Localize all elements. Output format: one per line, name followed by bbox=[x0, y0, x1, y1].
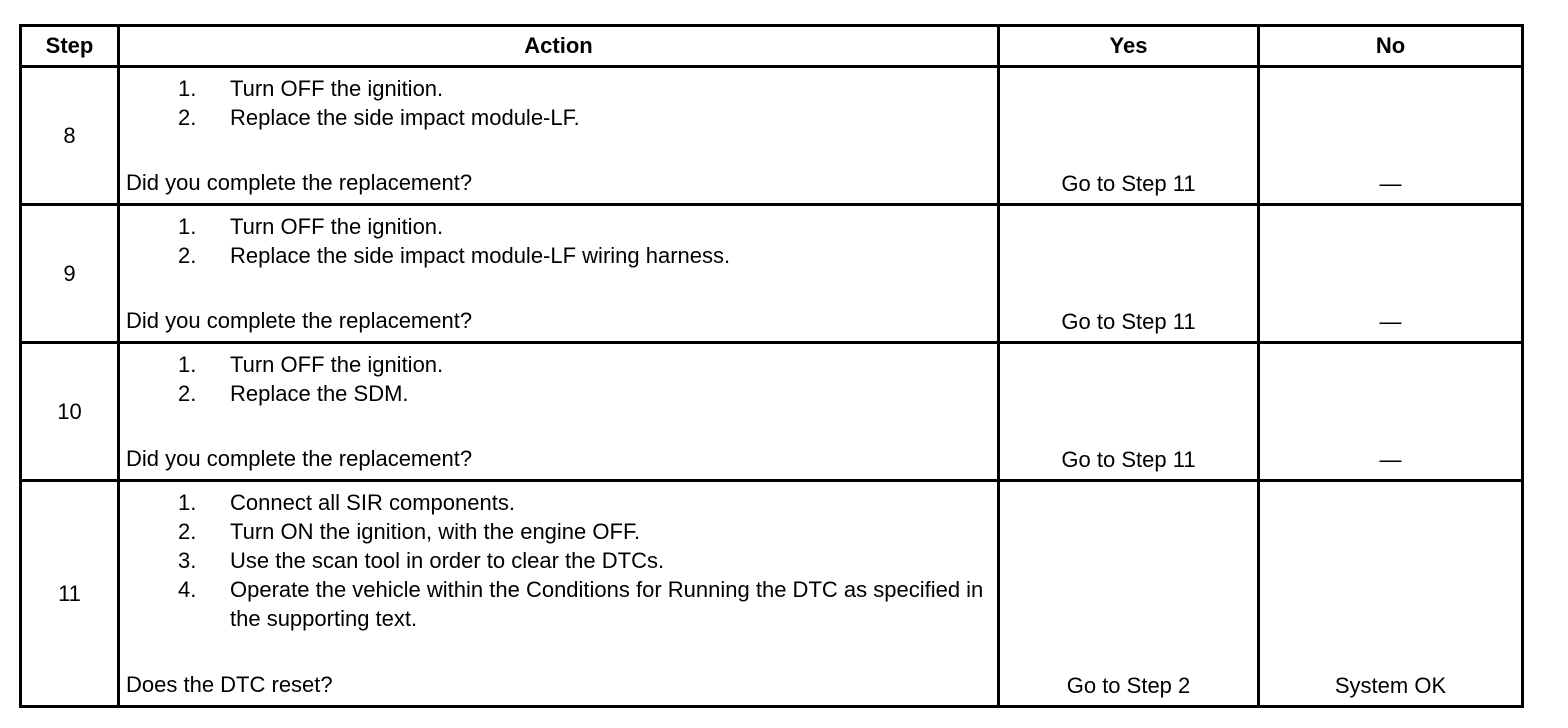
step-number: 11 bbox=[21, 481, 119, 707]
list-item bbox=[178, 350, 997, 379]
header-action: Action bbox=[119, 26, 999, 67]
action-list bbox=[126, 350, 997, 408]
no-result: — bbox=[1259, 67, 1523, 205]
list-item bbox=[178, 488, 997, 517]
item-number: 2. bbox=[178, 243, 197, 268]
header-no: No bbox=[1259, 26, 1523, 67]
item-text: Turn OFF the ignition. bbox=[230, 352, 444, 377]
step-question: Does the DTC reset? bbox=[126, 672, 333, 697]
item-number: 2. bbox=[178, 519, 197, 544]
action-cell bbox=[119, 343, 999, 481]
action-list bbox=[126, 212, 997, 270]
item-text: Replace the side impact module-LF. bbox=[230, 105, 580, 130]
item-text: Operate the vehicle within the Conditions for Running the DTC as specified in the supporting text. bbox=[230, 577, 984, 631]
yes-result: Go to Step 11 bbox=[999, 343, 1259, 481]
step-number: 10 bbox=[21, 343, 119, 481]
item-number: 1. bbox=[178, 214, 197, 239]
item-text: Turn OFF the ignition. bbox=[230, 214, 444, 239]
list-item bbox=[178, 241, 997, 270]
step-question: Did you complete the replacement? bbox=[126, 170, 473, 195]
table-row bbox=[21, 205, 1523, 343]
diagnostic-steps-table bbox=[19, 24, 1524, 708]
item-number: 1. bbox=[178, 76, 197, 101]
action-list bbox=[126, 74, 997, 132]
list-item bbox=[178, 546, 997, 575]
step-number: 9 bbox=[21, 205, 119, 343]
no-result: System OK bbox=[1259, 481, 1523, 707]
header-step: Step bbox=[21, 26, 119, 67]
list-item bbox=[178, 74, 997, 103]
item-number: 1. bbox=[178, 352, 197, 377]
list-item bbox=[178, 212, 997, 241]
item-number: 2. bbox=[178, 381, 197, 406]
yes-result: Go to Step 2 bbox=[999, 481, 1259, 707]
action-cell bbox=[119, 481, 999, 707]
no-result: — bbox=[1259, 205, 1523, 343]
table-row bbox=[21, 481, 1523, 707]
item-text: Turn ON the ignition, with the engine OFF. bbox=[230, 519, 641, 544]
list-item bbox=[178, 379, 997, 408]
step-question: Did you complete the replacement? bbox=[126, 446, 473, 471]
item-number: 2. bbox=[178, 105, 197, 130]
action-list bbox=[126, 488, 997, 633]
item-text: Turn OFF the ignition. bbox=[230, 76, 444, 101]
item-number: 4. bbox=[178, 577, 197, 602]
action-cell bbox=[119, 205, 999, 343]
table-row bbox=[21, 67, 1523, 205]
yes-result: Go to Step 11 bbox=[999, 205, 1259, 343]
table-header-row bbox=[21, 26, 1523, 67]
list-item bbox=[178, 103, 997, 132]
list-item bbox=[178, 517, 997, 546]
item-number: 3. bbox=[178, 548, 197, 573]
item-text: Replace the SDM. bbox=[230, 381, 409, 406]
item-text: Replace the side impact module-LF wiring harness. bbox=[230, 243, 731, 268]
item-number: 1. bbox=[178, 490, 197, 515]
header-yes: Yes bbox=[999, 26, 1259, 67]
table-row bbox=[21, 343, 1523, 481]
yes-result: Go to Step 11 bbox=[999, 67, 1259, 205]
step-number: 8 bbox=[21, 67, 119, 205]
action-cell bbox=[119, 67, 999, 205]
item-text: Use the scan tool in order to clear the DTCs. bbox=[230, 548, 665, 573]
no-result: — bbox=[1259, 343, 1523, 481]
list-item bbox=[178, 575, 997, 633]
step-question: Did you complete the replacement? bbox=[126, 308, 473, 333]
item-text: Connect all SIR components. bbox=[230, 490, 515, 515]
